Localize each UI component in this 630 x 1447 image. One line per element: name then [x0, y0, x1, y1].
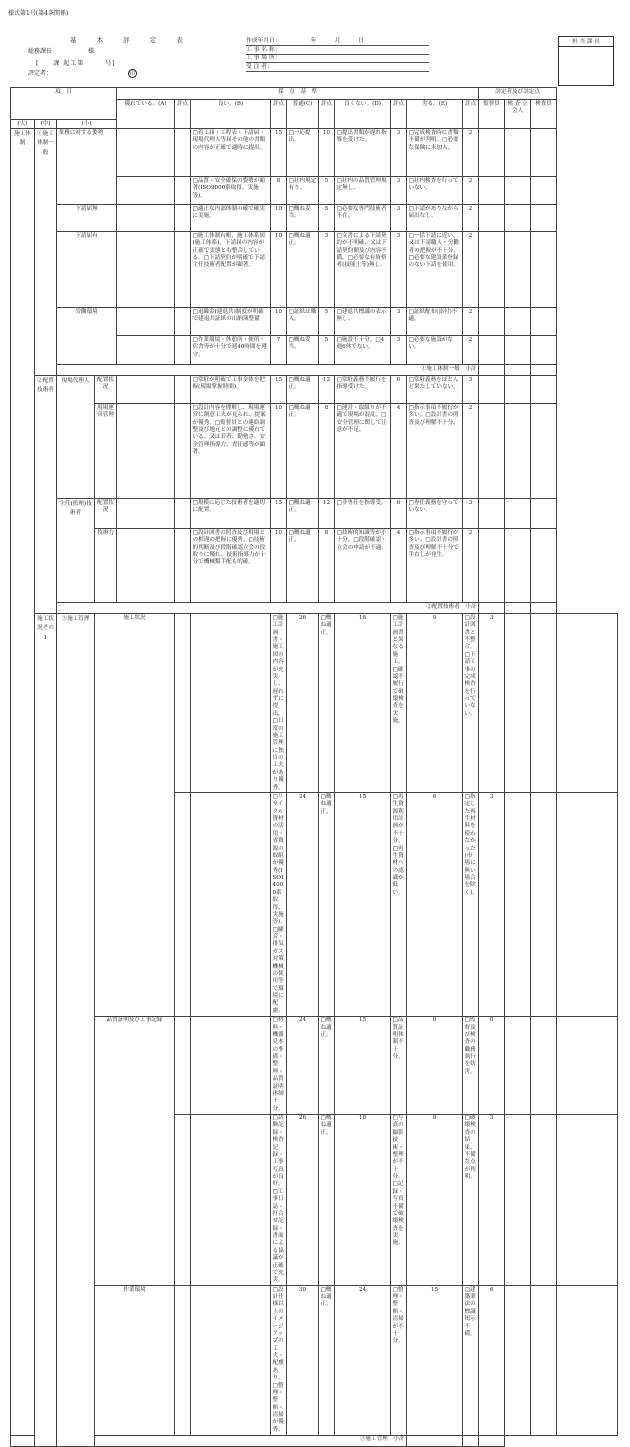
criteria-d: □技術的知識等が不十分。□段階確認・立会の申請が不適。	[335, 529, 391, 603]
criteria-c: □一応提出。	[287, 129, 319, 177]
subtotal-kantoku[interactable]	[407, 1435, 463, 1446]
score-kantoku[interactable]	[505, 1016, 531, 1114]
points-b: 10	[271, 404, 287, 499]
score-kensa[interactable]	[505, 404, 531, 499]
points-b: 26	[287, 1114, 319, 1286]
points-c: 15	[335, 793, 391, 1016]
criteria-a	[117, 529, 175, 603]
score-kensain[interactable]	[557, 1016, 618, 1114]
criteria-e: □社内検査を行っていない。	[407, 177, 463, 205]
points-e: 0	[479, 1016, 505, 1114]
points-e: 2	[463, 177, 479, 205]
evaluator-label: 評定者：	[28, 70, 53, 77]
criteria-c: □概ね適正。	[287, 232, 319, 308]
points-e: 6	[479, 1286, 505, 1436]
criteria-e: □指定した再生材料を使わなかった(市場に無い場合を除く)。	[463, 793, 479, 1016]
criteria-e: □専任義務を守っていない。	[407, 499, 463, 529]
score-kensa[interactable]	[505, 499, 531, 529]
points-d: 3	[391, 205, 407, 232]
criteria-c: □概ね適正。	[319, 1286, 335, 1436]
points-e: 2	[463, 308, 479, 336]
criteria-e: □建築業法の標識掲示不備。	[463, 1286, 479, 1436]
criteria-a	[117, 376, 175, 404]
score-kensa[interactable]	[531, 1114, 557, 1286]
score-kantoku[interactable]	[479, 232, 505, 308]
points-c: 12	[319, 376, 335, 404]
criteria-b: □適正な内部体制の確で確実に実施。	[191, 205, 271, 232]
points-c: 5	[319, 308, 335, 336]
criteria-e: □破壊検査の結果、不備な点が判明。	[463, 1114, 479, 1286]
score-kantoku[interactable]	[505, 1286, 531, 1436]
criteria-c: □概ね適正。	[287, 499, 319, 529]
score-kensain[interactable]	[531, 529, 557, 603]
criteria-a	[117, 129, 175, 177]
points-e: 2	[463, 232, 479, 308]
points-e: 3	[479, 1114, 505, 1286]
work-place-field[interactable]: 工 事 場 所：	[246, 55, 429, 63]
criteria-e: □常駐義務をほとんど果たしていない。	[407, 376, 463, 404]
score-kensain[interactable]	[531, 129, 557, 177]
subtotal-kensain[interactable]	[479, 1435, 505, 1446]
subtotal-kantoku[interactable]	[479, 603, 505, 614]
points-e: 3	[463, 376, 479, 404]
criteria-c: □概ね妥当。	[287, 205, 319, 232]
points-b: 10	[271, 232, 287, 308]
col-kantoku: 監督員	[479, 100, 505, 129]
score-kensain[interactable]	[531, 308, 557, 336]
criteria-c: □概ね適正。	[287, 404, 319, 499]
points-b: 30	[287, 1286, 319, 1436]
criteria-d: □品質証明体制不十分。	[391, 1016, 407, 1114]
points-a	[191, 1016, 271, 1114]
col-major: (大)	[11, 120, 35, 129]
score-kensain[interactable]	[557, 793, 618, 1016]
date-fields: 年月日	[310, 38, 383, 44]
criteria-e: □指示事項不履行が多い。□設計書の照査及び理解不十分で手直しが発生。	[407, 529, 463, 603]
points-c: 8	[319, 529, 335, 603]
criteria-d: □常駐義務不履行を指導受けた。	[335, 376, 391, 404]
criteria-c: □概ね妥当。	[287, 336, 319, 365]
points-b: 10	[271, 205, 287, 232]
criteria-a	[117, 205, 175, 232]
col-pts: 評点	[175, 100, 191, 129]
minor-item: 技術力	[95, 529, 117, 603]
criteria-c: □証紙は購入。	[287, 308, 319, 336]
points-a	[175, 376, 191, 404]
points-d: 4	[391, 529, 407, 603]
criteria-c: □概ね適正。	[319, 1016, 335, 1114]
addressee: 総務課長	[28, 48, 53, 55]
criteria-c: □概ね適正。	[287, 376, 319, 404]
score-kensain[interactable]	[531, 177, 557, 205]
minor-item: 現場運営管理	[95, 404, 117, 499]
score-kensa[interactable]	[505, 205, 531, 232]
shunin-label: 主任(監理)技術者	[57, 499, 95, 603]
col-kensain: 検査員	[531, 100, 557, 129]
col-pts: 評点	[463, 100, 479, 129]
score-kantoku[interactable]	[479, 205, 505, 232]
score-kensain[interactable]	[531, 205, 557, 232]
criteria-d: □建退共標識の表示無し。	[335, 308, 391, 336]
criteria-d: □施設不十分。□4週6休でない。	[335, 336, 391, 365]
score-kensain[interactable]	[557, 1286, 618, 1436]
points-c: 18	[335, 1114, 391, 1286]
criteria-a	[117, 177, 175, 205]
criteria-e: □下請がありながら届出なし。	[407, 205, 463, 232]
score-kantoku[interactable]	[479, 404, 505, 499]
col-mid: (中)	[35, 120, 57, 129]
criteria-a	[175, 1114, 191, 1286]
work-name-field[interactable]: 工 事 名 称：	[246, 47, 429, 55]
date-label: 作成年月日：	[246, 38, 281, 44]
col-pts: 評点	[271, 100, 287, 129]
minor-item: 施工状況	[95, 614, 175, 1016]
points-d: 6	[391, 376, 407, 404]
points-d: 4	[391, 404, 407, 499]
points-c: 24	[335, 1286, 391, 1436]
points-a	[175, 129, 191, 177]
criteria-b: □規模に応じた技術者を適切に配置。	[191, 499, 271, 529]
subtotal-kensa[interactable]	[505, 603, 531, 614]
major-taisei: 施工体制	[11, 129, 35, 1435]
criteria-d: □施工計画書と異なる施工。□確認不履行で破壊検査を実施。	[391, 614, 407, 793]
subtotal-kensa[interactable]	[505, 365, 531, 376]
criteria-a	[175, 793, 191, 1016]
points-a	[175, 499, 191, 529]
addressee-honorific: 様	[88, 48, 95, 55]
points-c: 12	[319, 499, 335, 529]
col-c: 普通(C)	[287, 100, 319, 129]
points-b: 10	[271, 529, 287, 603]
points-a	[175, 336, 191, 365]
criteria-a	[117, 404, 175, 499]
points-b: 26	[287, 614, 319, 793]
criteria-e: □証紙配布(添付)不適。	[407, 308, 463, 336]
genba-label: 現場代理人	[57, 376, 95, 499]
points-d: 3	[391, 336, 407, 365]
score-kensa[interactable]	[531, 614, 557, 793]
points-d: 3	[391, 232, 407, 308]
item-header: 項 目	[11, 88, 117, 120]
criteria-b: □設計内容を理解し、現場運営に創意工夫が見られ、提案が優秀。□監督員との連絡調整及び地元との調整に優れている。又は若者、勤勉さ、安全管理指導力、責任感等が顕著。	[191, 404, 271, 499]
department-line: [ 課 起工第 号]	[36, 60, 116, 67]
criteria-b: □品質・安全確保の姿勢が顕著(ISO9000系取得、実施等)。	[191, 177, 271, 205]
criteria-d: □写真の撮影技術・整理が不十分。□記録・写真不備で破壊検査を実施。	[391, 1114, 407, 1286]
criteria-e: □完成検査時に書類不備が判明。□必要な保険に未加入。	[407, 129, 463, 177]
minor-item: 下請届無	[57, 205, 117, 232]
points-a	[191, 1114, 271, 1286]
criteria-c: □概ね適正。	[319, 614, 335, 793]
score-kensain[interactable]	[531, 232, 557, 308]
criteria-b: □着工届・工程表・下請届・現場代理人等届その他の書類の内容が正確で適時に提出。	[191, 129, 271, 177]
points-a	[175, 404, 191, 499]
criteria-e: □必要な施設がない。	[407, 336, 463, 365]
points-c: 5	[319, 177, 335, 205]
criteria-a	[175, 1016, 191, 1114]
points-e: 2	[463, 529, 479, 603]
points-b: 15	[271, 376, 287, 404]
criteria-b: □退職金(建退共)制度が明確で建退共証紙の出納簿整備	[191, 308, 271, 336]
points-c: 15	[335, 1016, 391, 1114]
criteria-b: □設計仕様以上のイメージアップの工夫・配慮あり。□整理・整頓・清掃が優秀。	[271, 1286, 287, 1436]
score-header: 評定者及び評定点	[479, 88, 557, 100]
major-kosei: 施工状況その1	[35, 614, 57, 1446]
criteria-a	[117, 232, 175, 308]
minor-item: 作業環境	[95, 1286, 175, 1436]
stamp-label: 担 当 課 長	[559, 37, 613, 47]
score-kensa[interactable]	[505, 129, 531, 177]
points-b: 15	[271, 499, 287, 529]
points-d: 3	[391, 129, 407, 177]
subtotal-label: ②配置技術者 小計	[57, 603, 479, 614]
points-a	[175, 529, 191, 603]
criteria-d: □社内の品質管理規定無し。	[335, 177, 391, 205]
points-a	[175, 232, 191, 308]
score-kensain[interactable]	[557, 614, 618, 793]
points-e: 3	[479, 793, 505, 1016]
points-a	[175, 308, 191, 336]
criteria-a	[117, 499, 175, 529]
minor-item: 業務に対する姿勢	[57, 129, 117, 205]
points-d: 15	[407, 1286, 463, 1436]
criteria-d: □再生資源利用計画が不十分。□再生資材への認識が低い。	[391, 793, 407, 1016]
score-kantoku[interactable]	[479, 177, 505, 205]
points-e: 2	[463, 336, 479, 365]
points-d: 3	[391, 177, 407, 205]
score-kensain[interactable]	[531, 376, 557, 404]
score-kantoku[interactable]	[479, 308, 505, 336]
criteria-b: □施工計画書・施工図の内容が充実し、遅れずに提出。□日常の施工管理に独自の工夫があり優秀。	[271, 614, 287, 793]
score-kensa[interactable]	[531, 1286, 557, 1436]
criteria-c: □概ね適正。	[319, 793, 335, 1016]
criteria-c: □概ね適正。	[319, 1114, 335, 1286]
points-e: 2	[463, 129, 479, 177]
score-kensa[interactable]	[505, 336, 531, 365]
subtotal-kensain[interactable]	[531, 365, 557, 376]
score-kantoku[interactable]	[479, 529, 505, 603]
score-kantoku[interactable]	[505, 614, 531, 793]
criteria-e: □設計図書と不整合。□下請工事の完成検査を行っていない。	[463, 614, 479, 793]
document-title: 基 本 評 定 表	[70, 36, 192, 44]
points-b: 7	[271, 336, 287, 365]
criteria-a	[117, 308, 175, 336]
evaluation-table	[10, 87, 618, 1447]
points-a	[191, 1286, 271, 1436]
score-kensa[interactable]	[505, 232, 531, 308]
criteria-d: □運営・取組りが不適で現場が混乱。□安全管理に関して注意が不足。	[335, 404, 391, 499]
score-kantoku[interactable]	[479, 499, 505, 529]
criteria-header: 採 点 基 準	[117, 88, 479, 100]
points-c: 10	[319, 129, 335, 177]
score-kensain[interactable]	[531, 336, 557, 365]
criteria-d: □提出書類が遅れ指導を受けた。	[335, 129, 391, 177]
points-b: 8	[271, 177, 287, 205]
criteria-d: □非専任を指導受。	[335, 499, 391, 529]
col-a: 優れている。(A)	[117, 100, 175, 129]
score-kantoku[interactable]	[505, 1114, 531, 1286]
col-kensa: 検 査 立会人	[505, 100, 531, 129]
score-kensa[interactable]	[505, 308, 531, 336]
col-pts: 評点	[391, 100, 407, 129]
points-c: 5	[319, 205, 335, 232]
col-minor: (小)	[57, 120, 117, 129]
score-kantoku[interactable]	[505, 793, 531, 1016]
points-b: 24	[287, 1016, 319, 1114]
criteria-b: □リサイクル資材の活用・省資源の取組が優秀(ISO14000系取得、実施等)。□騒音・排気ガス対策機械の使用等で環境に配慮。	[271, 793, 287, 1016]
criteria-b: □常駐が明確で工事全体を把握(現場掌握時間)。	[191, 376, 271, 404]
points-e: 3	[479, 614, 505, 793]
score-kensain[interactable]	[557, 1114, 618, 1286]
mid-g2: ②配置技術者	[35, 376, 57, 614]
score-kantoku[interactable]	[479, 336, 505, 365]
col-pts: 評点	[319, 100, 335, 129]
minor-item: 配置状況	[95, 499, 117, 529]
points-a	[175, 205, 191, 232]
criteria-e: □指示事項不履行が多い。□設計書の照査及び理解不十分。	[407, 404, 463, 499]
criteria-b: □作業環境・休憩所・便所・宿舎等が十分で週40時間を遵守。	[191, 336, 271, 365]
points-e: 3	[463, 499, 479, 529]
col-d: 良くない。(D)	[335, 100, 391, 129]
points-c: 5	[319, 336, 335, 365]
criteria-d: □必要な専門技術者不在。	[335, 205, 391, 232]
criteria-a	[175, 614, 191, 793]
score-kensa[interactable]	[505, 177, 531, 205]
criteria-b: □材料・機器見本の準備・整理・品質証明体制十分。	[271, 1016, 287, 1114]
criteria-a	[117, 336, 175, 365]
mid-g1: ①施工体制一般	[35, 129, 57, 376]
points-a	[191, 793, 271, 1016]
score-kensain[interactable]	[531, 499, 557, 529]
contractor-field[interactable]: 受 注 者：	[246, 64, 429, 72]
form-number: 様式第1号(第4条関係)	[8, 10, 69, 17]
points-a	[191, 614, 271, 793]
criteria-b: □施工体制台帳、施工体系図(施工体系)、下請届の内容が正確で実態とも整合している。□下請契約が明確で下請主任技術者配置が顕著。	[191, 232, 271, 308]
score-kensa[interactable]	[505, 529, 531, 603]
points-b: 10	[271, 308, 287, 336]
points-d: 9	[407, 614, 463, 793]
score-kensa[interactable]	[531, 1016, 557, 1114]
seal-mark: 印	[129, 71, 135, 77]
minor-item: 下請届有	[57, 232, 117, 308]
points-c: 3	[319, 232, 335, 308]
subtotal-kensain[interactable]	[531, 603, 557, 614]
subtotal-kantoku[interactable]	[479, 365, 505, 376]
criteria-a	[175, 1286, 191, 1436]
score-kensa[interactable]	[531, 793, 557, 1016]
approval-stamp-box	[558, 36, 614, 86]
criteria-d: □文書による下請契約が不明確、又は下請契約額及び内容不備。□必要な有資格者(技能士等)無し。	[335, 232, 391, 308]
subtotal-label: ③施工管理 小計	[11, 1435, 407, 1446]
score-kensain[interactable]	[531, 404, 557, 499]
points-b: 15	[271, 129, 287, 177]
points-a	[175, 177, 191, 205]
points-e: 2	[463, 205, 479, 232]
criteria-e: □一括下請に近い、又は下請職人・労働者の把握が不十分。□必要な建設業登録のない下請を使用。	[407, 232, 463, 308]
criteria-e: □監督及び検査の職務執行を妨害。	[463, 1016, 479, 1114]
score-kantoku[interactable]	[479, 129, 505, 177]
criteria-b: □設計図書の照査及び現場との相違の把握に優秀。□技術的判断及び段階確認立会の段取りに優れ、技術指導力が十分で機械類手配も的確。	[191, 529, 271, 603]
points-d: 6	[391, 499, 407, 529]
criteria-b: □試験記録・検査記録・工事写真が良好。□工事日誌・打合せ記録・書面による協議が正確で充実。	[271, 1114, 287, 1286]
points-c: 8	[319, 404, 335, 499]
criteria-c: □社内規定有り。	[287, 177, 319, 205]
criteria-c: □概ね適正。	[287, 529, 319, 603]
criteria-d: □整理・整頓・清掃が不十分。	[391, 1286, 407, 1436]
score-kantoku[interactable]	[479, 376, 505, 404]
col-b: 良い。(B)	[191, 100, 271, 129]
work-info	[246, 38, 429, 72]
points-d: 9	[407, 1114, 463, 1286]
col-e: 劣る。(E)	[407, 100, 463, 129]
points-d: 3	[391, 308, 407, 336]
points-c: 18	[335, 614, 391, 793]
points-d: 6	[407, 1016, 463, 1114]
points-b: 24	[287, 793, 319, 1016]
subtotal-label: ①施工体制一般 小計	[57, 365, 479, 376]
mid-g3: ③施工管理	[57, 614, 95, 1446]
minor-item: 品質証明及び工事記録	[95, 1016, 175, 1286]
points-d: 6	[407, 793, 463, 1016]
score-kensa[interactable]	[505, 376, 531, 404]
minor-item: 配置状況	[95, 376, 117, 404]
points-e: 2	[463, 404, 479, 499]
minor-item: 労働環境	[57, 308, 117, 365]
subtotal-kensa[interactable]	[463, 1435, 479, 1446]
